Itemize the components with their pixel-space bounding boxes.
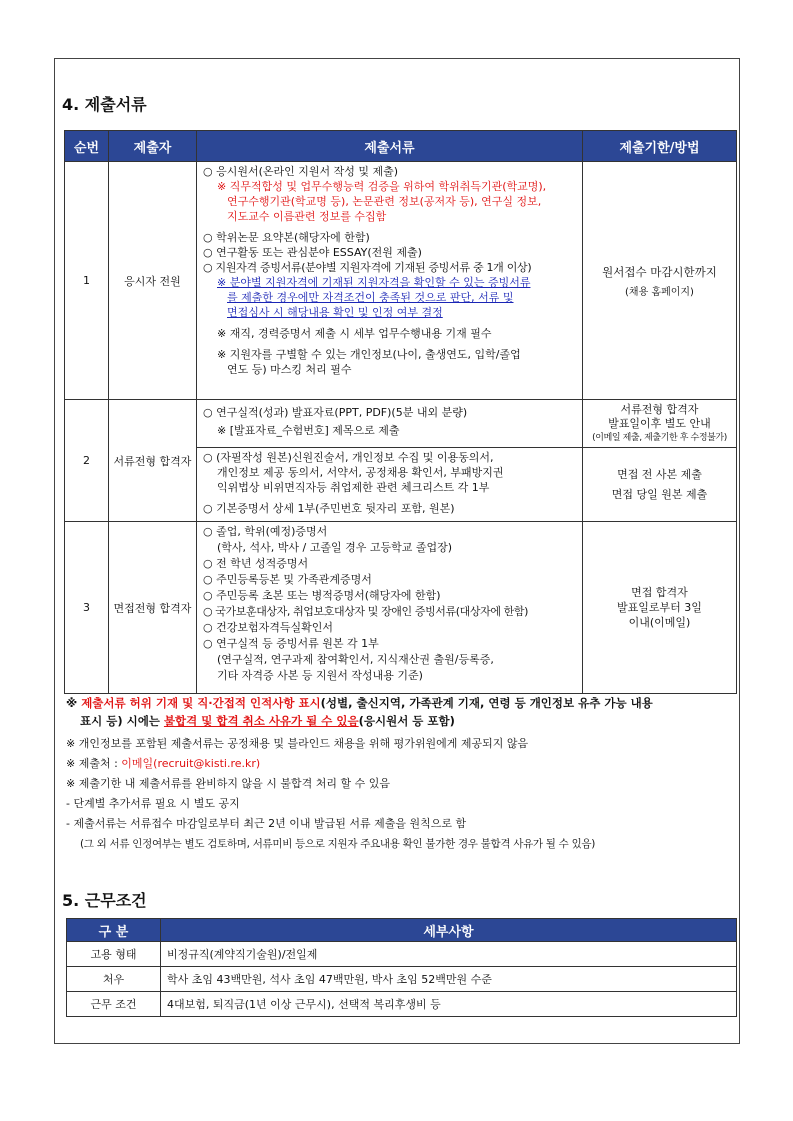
documents-table	[64, 130, 737, 694]
deadline-main: 면접 합격자	[631, 586, 688, 599]
doc-line: 개인정보 제공 동의서, 서약서, 공정채용 확인서, 부패방지권	[217, 466, 504, 479]
deadline-main: 면접 당일 원본 제출	[611, 487, 708, 501]
row-documents	[197, 400, 583, 448]
doc-line: ○ 졸업, 학위(예정)증명서	[203, 525, 328, 538]
header-category: 구 분	[67, 919, 161, 942]
table-row	[67, 967, 737, 992]
doc-note: 를 제출한 경우에만 자격조건이 충족된 것으로 판단, 서류 및	[227, 291, 514, 304]
doc-note: ※ 분야별 지원자격에 기재된 지원자격을 확인할 수 있는 증빙서류	[217, 276, 531, 289]
table-row	[65, 400, 737, 448]
row-label: 처우	[67, 967, 161, 992]
doc-line: 익위법상 비위면직자등 취업제한 관련 체크리스트 각 1부	[217, 481, 490, 494]
doc-line: ○ (자필작성 원본)신원진술서, 개인정보 수집 및 이용동의서,	[203, 451, 494, 464]
warning-note	[66, 694, 736, 730]
doc-line: (연구실적, 연구과제 참여확인서, 지식재산권 출원/등록증,	[217, 653, 494, 666]
row-label: 근무 조건	[67, 992, 161, 1017]
table-header-row	[67, 919, 737, 942]
table-row	[67, 942, 737, 967]
header-documents: 제출서류	[197, 131, 583, 162]
row-submitter: 서류전형 합격자	[109, 400, 197, 522]
doc-line: ○ 연구활동 또는 관심분야 ESSAY(전원 제출)	[203, 246, 422, 259]
row-no: 2	[65, 400, 109, 522]
note-validity: - 제출서류는 서류접수 마감일로부터 최근 2년 이내 발급된 서류 제출을 원칙으로 함	[66, 817, 467, 830]
note-extra: - 단계별 추가서류 필요 시 별도 공지	[66, 797, 240, 810]
deadline-sub: (이메일 제출, 제출기한 후 수정불가)	[592, 432, 727, 443]
warning-text: (성별, 출신지역, 가족관계 기재, 연령 등 개인정보 유추 가능 내용	[320, 696, 653, 710]
note-validity-detail: (그 외 서류 인정여부는 별도 검토하며, 서류미비 등으로 지원자 주요내용 확인 불가한 경우 불합격 사유가 될 수 있음)	[80, 838, 596, 850]
row-documents	[197, 448, 583, 522]
row-deadline	[583, 448, 737, 522]
deadline-main: 원서접수 마감시한까지	[602, 264, 717, 279]
warning-red-text: 불합격 및 합격 취소 사유가 될 수 있음	[163, 714, 359, 728]
doc-line: ○ 전 학년 성적증명서	[203, 557, 309, 570]
row-value: 4대보험, 퇴직금(1년 이상 근무시), 선택적 복리후생비 등	[161, 992, 737, 1017]
table-header-row	[65, 131, 737, 162]
doc-line: 기타 자격증 사본 등 지원서 작성내용 기준)	[217, 669, 423, 682]
row-submitter: 면접전형 합격자	[109, 522, 197, 694]
warning-text: 표시 등) 시에는	[80, 714, 160, 728]
deadline-main: 면접 전 사본 제출	[617, 467, 702, 481]
doc-line: ○ 건강보험자격득실확인서	[203, 621, 333, 634]
note-submit-to	[66, 754, 736, 774]
row-label: 고용 형태	[67, 942, 161, 967]
doc-note: ※ 직무적합성 및 업무수행능력 검증을 위하여 학위취득기관(학교명),	[217, 180, 547, 193]
doc-note: 연구수행기관(학교명 등), 논문관련 정보(공저자 등), 연구실 정보,	[227, 195, 542, 208]
section-4-title: 4. 제출서류	[62, 95, 147, 114]
doc-note: ※ 재직, 경력증명서 제출 시 세부 업무수행내용 기재 필수	[217, 327, 492, 340]
table-row	[65, 162, 737, 400]
header-deadline: 제출기한/방법	[583, 131, 737, 162]
doc-note: 지도교수 이름관련 정보를 수집함	[227, 210, 387, 223]
row-deadline	[583, 162, 737, 400]
doc-note: 연도 등) 마스킹 처리 필수	[227, 363, 352, 376]
warning-text: (응시원서 등 포함)	[358, 714, 455, 728]
header-submitter: 제출자	[109, 131, 197, 162]
row-submitter: 응시자 전원	[109, 162, 197, 400]
doc-note: ※ [발표자료_수험번호] 제목으로 제출	[217, 424, 400, 437]
table-row	[67, 992, 737, 1017]
doc-line: ○ 주민등록등본 및 가족관계증명서	[203, 573, 372, 586]
note-deadline: ※ 제출기한 내 제출서류를 완비하지 않을 시 불합격 처리 할 수 있음	[66, 777, 390, 790]
header-no: 순번	[65, 131, 109, 162]
row-documents	[197, 522, 583, 694]
doc-line: ○ 연구실적(성과) 발표자료(PPT, PDF)(5분 내외 분량)	[203, 406, 468, 419]
conditions-table	[66, 918, 737, 1017]
deadline-main: 이내(이메일)	[628, 616, 691, 629]
warning-red-text: 제출서류 허위 기재 및 직·간접적 인적사항 표시	[81, 696, 321, 710]
note-privacy: ※ 개인정보를 포함된 제출서류는 공정채용 및 블라인드 채용을 위해 평가위원에게 제공되지 않음	[66, 737, 529, 750]
deadline-main: 서류전형 합격자	[620, 402, 699, 416]
deadline-sub: (채용 홈페이지)	[625, 286, 694, 298]
section-5-title: 5. 근무조건	[62, 891, 147, 910]
header-details: 세부사항	[161, 919, 737, 942]
doc-line: ○ 지원자격 증빙서류(분야별 지원자격에 기재된 증빙서류 중 1개 이상)	[203, 261, 532, 274]
row-deadline	[583, 522, 737, 694]
note-mark: ※	[66, 696, 78, 710]
doc-line: ○ 학위논문 요약본(해당자에 한함)	[203, 231, 370, 244]
email-link[interactable]: 이메일(recruit@kisti.re.kr)	[121, 757, 261, 770]
row-value: 학사 초임 43백만원, 석사 초임 47백만원, 박사 초임 52백만원 수준	[161, 967, 737, 992]
row-deadline	[583, 400, 737, 448]
doc-line: ○ 연구실적 등 증빙서류 원본 각 1부	[203, 637, 379, 650]
note-label: ※ 제출처 :	[66, 757, 118, 770]
table-row	[65, 522, 737, 694]
row-value: 비정규직(계약직기술원)/전일제	[161, 942, 737, 967]
row-no: 3	[65, 522, 109, 694]
doc-line: ○ 주민등록 초본 또는 병적증명서(해당자에 한함)	[203, 589, 441, 602]
doc-note: 면접심사 시 해당내용 확인 및 인정 여부 결정	[227, 306, 443, 319]
row-documents	[197, 162, 583, 400]
doc-line: ○ 응시원서(온라인 지원서 작성 및 제출)	[203, 165, 399, 178]
doc-note: ※ 지원자를 구별할 수 있는 개인정보(나이, 출생연도, 입학/졸업	[217, 348, 521, 361]
notes-block	[66, 694, 736, 854]
deadline-main: 발표일이후 별도 안내	[608, 416, 711, 430]
doc-line: ○ 국가보훈대상자, 취업보호대상자 및 장애인 증빙서류(대상자에 한함)	[203, 605, 528, 618]
row-no: 1	[65, 162, 109, 400]
doc-line: ○ 기본증명서 상세 1부(주민번호 뒷자리 포함, 원본)	[203, 502, 455, 515]
doc-line: (학사, 석사, 박사 / 고졸일 경우 고등학교 졸업장)	[217, 541, 453, 554]
deadline-main: 발표일로부터 3일	[617, 601, 702, 614]
